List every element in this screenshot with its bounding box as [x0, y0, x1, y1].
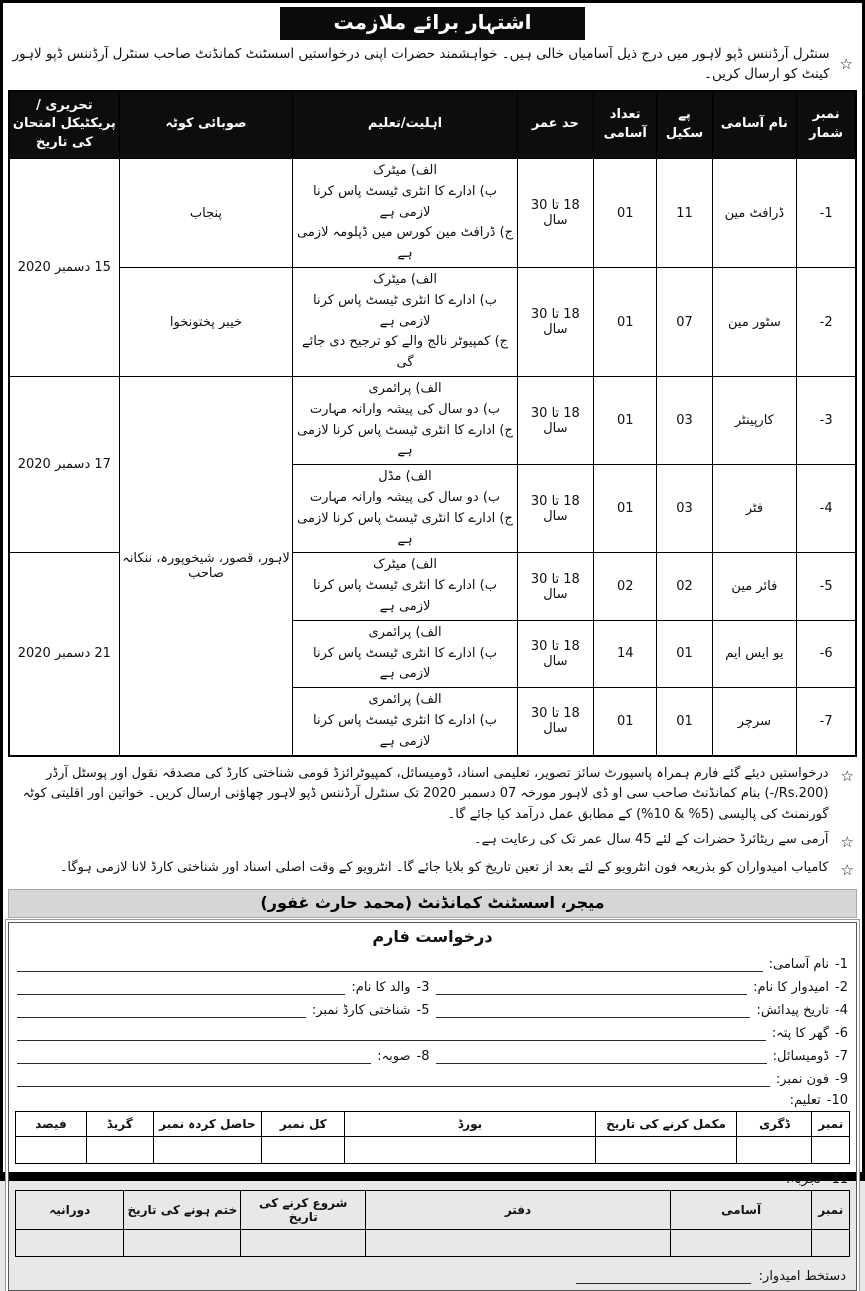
education-header-row — [16, 1111, 850, 1136]
signature-row — [19, 1269, 846, 1284]
form-field-row — [17, 1018, 848, 1041]
col-post-name: نام آسامی — [712, 91, 797, 159]
note-text: آرمی سے ریٹائرڈ حضرات کے لئے 45 سال عمر تک کی رعایت ہے۔ — [473, 831, 829, 847]
blank-line — [17, 957, 763, 972]
table-row — [9, 377, 856, 465]
post-name-cell: یو ایس ایم — [712, 620, 797, 687]
serial-cell: -2 — [797, 268, 856, 377]
age-cell: 18 تا 30 سال — [517, 688, 593, 756]
page-title: اشتہار برائے ملازمت — [280, 7, 585, 40]
edu-col-degree: ڈگری — [737, 1111, 812, 1136]
star-icon: ☆ — [840, 860, 854, 879]
edu-col-grade: گریڈ — [86, 1111, 153, 1136]
col-serial: نمبر شمار — [797, 91, 856, 159]
form-title: درخواست فارم — [372, 926, 493, 946]
post-count-cell: 01 — [593, 377, 657, 465]
blank-line — [17, 1026, 766, 1041]
blank-line — [17, 1072, 770, 1087]
education-empty-row — [16, 1136, 850, 1163]
exp-col-office: دفتر — [366, 1190, 670, 1229]
pay-scale-cell: 01 — [657, 620, 712, 687]
pay-scale-cell: 03 — [657, 465, 712, 553]
table-row — [9, 268, 856, 377]
col-age-limit: حد عمر — [517, 91, 593, 159]
form-field-row — [17, 1166, 848, 1187]
exam-date-cell: 17 دسمبر 2020 — [9, 377, 119, 553]
post-count-cell: 14 — [593, 620, 657, 687]
edu-col-number: نمبر — [812, 1111, 850, 1136]
blank-line — [17, 980, 345, 995]
field-number: -3 — [416, 979, 430, 995]
blank-line — [436, 1003, 751, 1018]
blank-line — [17, 1003, 306, 1018]
exp-col-post: آسامی — [670, 1190, 812, 1229]
serial-cell: -6 — [797, 620, 856, 687]
qualification-cell: الف) مڈل ب) دو سال کی پیشہ وارانہ مہارت ج) ادارے کا انٹری ٹیسٹ پاس کرنا لازمی ہے — [293, 465, 517, 553]
serial-cell: -4 — [797, 465, 856, 553]
pay-scale-cell: 11 — [657, 159, 712, 268]
field-label: امیدوار کا نام: — [753, 979, 830, 995]
field-label: تجربہ: — [785, 1171, 821, 1187]
post-count-cell: 01 — [593, 688, 657, 756]
experience-header-row — [16, 1190, 850, 1229]
form-field-row — [17, 949, 848, 972]
exp-col-end-date: ختم ہونے کی تاریخ — [124, 1190, 241, 1229]
form-field-row — [17, 1041, 848, 1064]
serial-cell: -3 — [797, 377, 856, 465]
edu-col-percentage: فیصد — [16, 1111, 87, 1136]
age-cell: 18 تا 30 سال — [517, 465, 593, 553]
field-number: -8 — [416, 1048, 430, 1064]
age-cell: 18 تا 30 سال — [517, 553, 593, 620]
form-field-row — [17, 1064, 848, 1087]
post-count-cell: 01 — [593, 465, 657, 553]
exam-date-cell: 15 دسمبر 2020 — [9, 159, 119, 377]
post-name-cell: فائر مین — [712, 553, 797, 620]
field-label: صوبہ: — [377, 1048, 411, 1064]
pay-scale-cell: 03 — [657, 377, 712, 465]
quota-cell: خیبر پختونخوا — [119, 268, 293, 377]
qualification-cell: الف) پرائمری ب) ادارے کا انٹری ٹیسٹ پاس کرنا لازمی ہے — [293, 688, 517, 756]
col-qualification: اہلیت/تعلیم — [293, 91, 517, 159]
field-number: -9 — [835, 1071, 848, 1087]
exam-date-cell: 21 دسمبر 2020 — [9, 553, 119, 756]
intro-line — [8, 43, 857, 90]
note-item — [8, 828, 857, 856]
vacancies-table — [8, 90, 857, 757]
application-form — [8, 922, 857, 1291]
education-table — [15, 1111, 850, 1164]
qualification-cell: الف) میٹرک ب) ادارے کا انٹری ٹیسٹ پاس کرنا لازمی ہے ج) کمپیوٹر نالج والے کو ترجیح دی جائے گی — [293, 268, 517, 377]
field-number: -4 — [835, 1002, 848, 1018]
age-cell: 18 تا 30 سال — [517, 620, 593, 687]
field-label: والد کا نام: — [351, 979, 411, 995]
field-number: -11 — [826, 1171, 848, 1187]
field-label: ڈومیسائل: — [772, 1048, 830, 1064]
blank-line — [436, 1049, 767, 1064]
col-provincial-quota: صوبائی کوٹہ — [119, 91, 293, 159]
col-pay-scale: پے سکیل — [657, 91, 712, 159]
col-post-count: تعداد آسامی — [593, 91, 657, 159]
experience-table — [15, 1190, 850, 1257]
table-row — [9, 159, 856, 268]
pay-scale-cell: 07 — [657, 268, 712, 377]
field-number: -5 — [416, 1002, 430, 1018]
experience-empty-row — [16, 1229, 850, 1256]
field-label: تعلیم: — [789, 1092, 821, 1108]
officer-signature-bar: میجر، اسسٹنٹ کمانڈنٹ (محمد حارث غفور) — [8, 889, 857, 918]
field-label: گھر کا پتہ: — [771, 1025, 830, 1041]
star-icon: ☆ — [839, 55, 853, 73]
post-name-cell: فٹر — [712, 465, 797, 553]
col-exam-date: تحریری / پریکٹیکل امتحان کی تاریخ — [9, 91, 119, 159]
blank-line — [17, 1049, 371, 1064]
note-item — [8, 762, 857, 828]
field-label: نام آسامی: — [768, 956, 830, 972]
field-label: تاریخ پیدائش: — [756, 1002, 830, 1018]
field-number: -6 — [835, 1025, 848, 1041]
age-cell: 18 تا 30 سال — [517, 377, 593, 465]
qualification-cell: الف) پرائمری ب) دو سال کی پیشہ وارانہ مہارت ج) ادارے کا انٹری ٹیسٹ پاس کرنا لازمی ہے — [293, 377, 517, 465]
field-number: -1 — [835, 956, 848, 972]
note-text: کامیاب امیدواران کو بذریعہ فون انٹرویو کے لئے بعد از تعین تاریخ کو بلایا جائے گا۔ انٹرویو کے وقت اصلی اسناد اور شناختی کارڈ لانا لازمی ہوگا۔ — [59, 859, 829, 875]
note-item — [8, 856, 857, 884]
field-label: شناختی کارڈ نمبر: — [311, 1002, 411, 1018]
pay-scale-cell: 02 — [657, 553, 712, 620]
field-number: -2 — [835, 979, 848, 995]
exp-col-start-date: شروع کرنے کی تاریخ — [241, 1190, 366, 1229]
quota-cell: لاہور، قصور، شیخوپورہ، ننکانہ صاحب — [119, 377, 293, 756]
note-text: درخواستیں دیئے گئے فارم ہمراہ پاسپورٹ سائز تصویر، تعلیمی اسناد، ڈومیسائل، کمپیوٹرائزڈ قومی شناختی کارڈ کی مصدقہ نقول اور پوسٹل آرڈر (Rs.200/-) بنام کمانڈنٹ صاحب سی او ڈی لاہور مورخہ 07 دسمبر 2020 تک سنٹرل آرڈننس ڈپو لاہور چھاؤنی ارسال کریں۔ خواتین اور اقلیتی کوٹہ گورنمنٹ کی پالیسی (5% & 10%) کے مطابق عمل درآمد کیا جائے گا۔ — [22, 765, 829, 823]
signature-label: دستخط امیدوار: — [758, 1268, 846, 1284]
age-cell: 18 تا 30 سال — [517, 268, 593, 377]
post-name-cell: سرچر — [712, 688, 797, 756]
signature-line — [576, 1269, 751, 1284]
edu-col-total-marks: کل نمبر — [262, 1111, 345, 1136]
post-name-cell: سٹور مین — [712, 268, 797, 377]
qualification-cell: الف) میٹرک ب) ادارے کا انٹری ٹیسٹ پاس کرنا لازمی ہے ج) ڈرافٹ مین کورس میں ڈپلومہ لازمی ہے — [293, 159, 517, 268]
form-field-row — [17, 995, 848, 1018]
quota-cell: پنجاب — [119, 159, 293, 268]
post-count-cell: 02 — [593, 553, 657, 620]
pay-scale-cell: 01 — [657, 688, 712, 756]
table-header-row — [9, 91, 856, 159]
qualification-cell: الف) پرائمری ب) ادارے کا انٹری ٹیسٹ پاس کرنا لازمی ہے — [293, 620, 517, 687]
qualification-cell: الف) میٹرک ب) ادارے کا انٹری ٹیسٹ پاس کرنا لازمی ہے — [293, 553, 517, 620]
field-number: -7 — [835, 1048, 848, 1064]
notes-section — [8, 762, 857, 884]
post-name-cell: کارپینٹر — [712, 377, 797, 465]
serial-cell: -5 — [797, 553, 856, 620]
star-icon: ☆ — [840, 766, 854, 785]
age-cell: 18 تا 30 سال — [517, 159, 593, 268]
edu-col-obtained-marks: حاصل کردہ نمبر — [153, 1111, 261, 1136]
post-name-cell: ڈرافٹ مین — [712, 159, 797, 268]
intro-text: سنٹرل آرڈننس ڈپو لاہور میں درج ذیل آسامیاں خالی ہیں۔ خواہشمند حضرات اپنی درخواستیں اسسٹنٹ کمانڈنٹ صاحب سنٹرل آرڈننس ڈپو لاہور کینٹ کو ارسال کریں۔ — [12, 46, 830, 83]
edu-col-completion-date: مکمل کرنے کی تاریخ — [595, 1111, 737, 1136]
exp-col-duration: دورانیہ — [16, 1190, 124, 1229]
blank-line — [436, 980, 748, 995]
post-count-cell: 01 — [593, 268, 657, 377]
field-number: -10 — [826, 1092, 848, 1108]
post-count-cell: 01 — [593, 159, 657, 268]
star-icon: ☆ — [840, 832, 854, 851]
serial-cell: -7 — [797, 688, 856, 756]
exp-col-number: نمبر — [812, 1190, 850, 1229]
serial-cell: -1 — [797, 159, 856, 268]
edu-col-board: بورڈ — [345, 1111, 595, 1136]
field-label: فون نمبر: — [775, 1071, 830, 1087]
form-field-row — [17, 1087, 848, 1108]
form-field-row — [17, 972, 848, 995]
